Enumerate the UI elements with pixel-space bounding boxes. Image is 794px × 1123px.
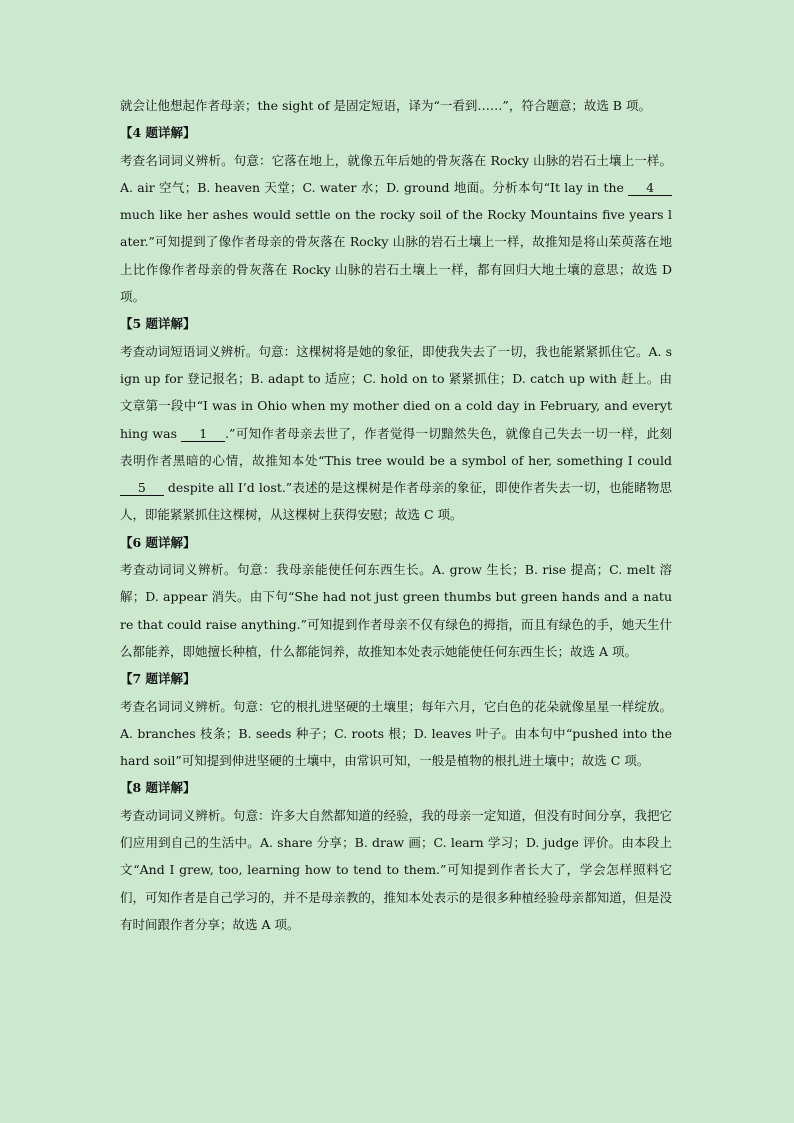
explanation-paragraph: 考查名词词义辨析。句意：它的根扎进坚硬的土壤里；每年六月，它白色的花朵就像星星一样绽放。A. branches 枝条；B. seeds 种子；C. roots 根；D. leaves 叶子。由本句中“pushed into the hard soil”可知提到伸进坚硬的土壤中，由常识可知，一般是植物的根扎进土壤中；故选 C 项。 bbox=[120, 698, 672, 769]
blank-number: 5 bbox=[122, 480, 162, 496]
explanation-paragraph: 考查动词词义辨析。句意：许多大自然都知道的经验，我的母亲一定知道，但没有时间分享，我把它们应用到自己的生活中。A. share 分享；B. draw 画；C. learn 学习；D. judge 评价。由本段上文“And I grew, too, learning how to tend to them.”可知提到作者长大了，学会怎样照料它们，可知作者是自己学习的，并不是母亲教的，推知本处表示的是很多种植经验母亲都知道，但是没有时间跟作者分享；故选 A 项。 bbox=[120, 807, 672, 932]
document-page bbox=[120, 92, 672, 938]
section-heading: 【5 题详解】 bbox=[120, 316, 196, 332]
text-run: despite all I’d lost.”表述的是这棵树是作者母亲的象征，即使作者失去一切，也能睹物思人，即能紧紧抓住这棵树，从这棵树上获得安慰；故选 C 项。 bbox=[120, 480, 672, 523]
text-run: much like her ashes would settle on the rocky soil of the Rocky Mountains five years later.”可知提到了像作者母亲的骨灰落在 Rocky 山脉的岩石土壤上一样，故推知是将山茱萸落在地上比作像作者母亲的骨灰落在 Rocky 山脉的岩石土壤上一样，都有回归大地土壤的意思；故选 D 项。 bbox=[120, 207, 672, 305]
section-heading: 【8 题详解】 bbox=[120, 780, 196, 796]
text-run: 考查动词短语词义辨析。句意：这棵树将是她的象征，即使我失去了一切，我也能紧紧抓住它。A. sign up for 登记报名；B. adapt to 适应；C. hold on to 紧紧抓住；D. catch up with 赶上。由文章第一段中“I was in Ohio when my mother died on a cold day in February, and everything was bbox=[120, 343, 672, 441]
text-run: .”可知作者母亲去世了，作者觉得一切黯然失色，就像自己失去一切一样，此刻表明作者黑暗的心情，故推知本处“This tree would be a symbol of her, something I could bbox=[120, 425, 672, 468]
section-heading: 【7 题详解】 bbox=[120, 671, 196, 687]
blank-number: 4 bbox=[630, 179, 670, 195]
section-heading: 【4 题详解】 bbox=[120, 125, 196, 141]
text-run: 考查名词词义辨析。句意：它落在地上，就像五年后她的骨灰落在 Rocky 山脉的岩石土壤上一样。A. air 空气；B. heaven 天堂；C. water 水；D. ground 地面。分析本句“It lay in the bbox=[120, 152, 672, 195]
explanation-paragraph bbox=[120, 338, 672, 529]
explanation-paragraph bbox=[120, 147, 672, 311]
explanation-paragraph: 就会让他想起作者母亲；the sight of 是固定短语，译为“一看到……”，符合题意；故选 B 项。 bbox=[120, 98, 651, 113]
section-heading: 【6 题详解】 bbox=[120, 534, 196, 550]
explanation-paragraph: 考查动词词义辨析。句意：我母亲能使任何东西生长。A. grow 生长；B. rise 提高；C. melt 溶解；D. appear 消失。由下句“She had not just green thumbs but green hands and a nature that could raise anything.”可知提到作者母亲不仅有绿色的拇指，而且有绿色的手，她天生什么都能养，即她擅长种植，什么都能饲养，故推知本处表示她能使任何东西生长；故选 A 项。 bbox=[120, 562, 672, 659]
blank-number: 1 bbox=[183, 425, 224, 441]
